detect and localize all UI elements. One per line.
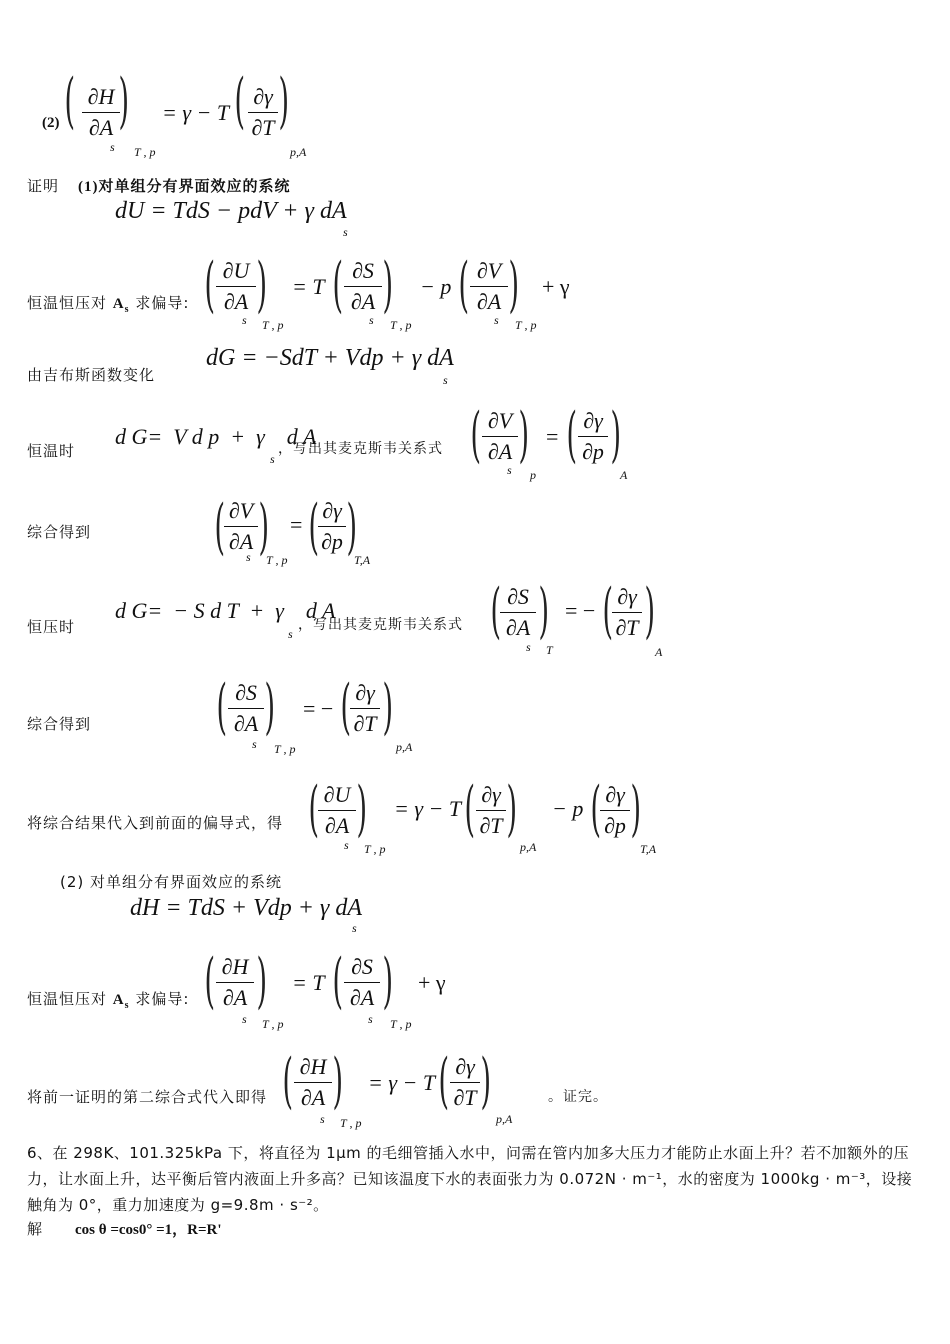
- final-line: 将前一证明的第二综合式代入即得: [27, 1088, 268, 1106]
- rhs-gamma-T: = γ − T: [162, 100, 230, 125]
- const-T-line: 恒温时: [27, 442, 76, 460]
- maxwell-2: ，写出其麦克斯韦关系式: [298, 617, 463, 633]
- item2-label: (2): [42, 115, 60, 131]
- frac-dV-dA-2: ∂V ∂A: [482, 408, 518, 465]
- eq-dG-T: d G= V d p + γ d A: [115, 424, 317, 449]
- frac-dV-dA: ∂V ∂A: [470, 258, 508, 315]
- frac-sub-dg-dT: ∂γ ∂T: [476, 782, 506, 839]
- frac-dg-dT-2: ∂γ ∂T: [612, 584, 642, 641]
- eq-dG-p: d G= − S d T + γ d A: [115, 598, 336, 623]
- const-p-line: 恒压时: [27, 618, 76, 636]
- frac-dg-dT: ∂γ ∂T: [248, 84, 278, 141]
- frac-combine-dg-2: ∂γ ∂T: [350, 680, 380, 737]
- eq-dG: dG = −SdT + Vdp + γ dA: [206, 345, 454, 371]
- frac-sub-dg-dp: ∂γ ∂p: [600, 782, 630, 839]
- frac-combine-dS: ∂S ∂A: [228, 680, 264, 737]
- proof-part1: (1)对单组分有界面效应的系统: [78, 179, 291, 195]
- frac-dH-dA-2: ∂H ∂A: [216, 954, 254, 1011]
- gibbs-line: 由吉布斯函数变化: [27, 366, 156, 384]
- substitute-line: 将综合结果代入到前面的偏导式，得: [27, 814, 284, 832]
- maxwell-1: ，写出其麦克斯韦关系式: [278, 441, 443, 457]
- eq-dU: dU = TdS − pdV + γ dA: [115, 198, 347, 224]
- frac-dS-dA-3: ∂S ∂A: [344, 954, 380, 1011]
- frac-final-dH: ∂H ∂A: [294, 1054, 332, 1111]
- frac-combine-dV: ∂V ∂A: [224, 498, 258, 555]
- frac-dS-dA-2: ∂S ∂A: [500, 584, 536, 641]
- problem-6: 6、在 298K、101.325kPa 下，将直径为 1μm 的毛细管插入水中，问需在管内加多大压力才能防止水面上升？若不加额外的压力，让水面上升，达平衡后管内液面上升多高？已知该温度下水的表面张力为 0.072N · m⁻¹，水的密度为 1000kg · m⁻³，设接触角为 0°，重力加速度为 g=9.8m · s⁻²。: [27, 1144, 913, 1214]
- partial-line-1: 恒温恒压对 $A_s$ 求偏导:: [27, 294, 190, 315]
- eq-dH: dH = TdS + Vdp + γ dA: [130, 895, 363, 921]
- frac-dg-dp: ∂γ ∂p: [578, 408, 608, 465]
- frac-final-dg: ∂γ ∂T: [450, 1054, 480, 1111]
- frac-dU-dA: ∂U ∂A: [216, 258, 256, 315]
- proof-intro: 证明: [27, 177, 60, 195]
- frac-dH-dA: ∂H ∂A: [82, 84, 120, 141]
- combine-1: 综合得到: [27, 523, 92, 541]
- frac-combine-dg: ∂γ ∂p: [318, 498, 346, 555]
- solution-text: cos θ =cos0° =1，R=R': [75, 1222, 222, 1238]
- combine-2: 综合得到: [27, 715, 92, 733]
- partial-line-2: 恒温恒压对 $A_s$ 求偏导:: [27, 990, 190, 1011]
- frac-dS-dA: ∂S ∂A: [344, 258, 382, 315]
- qed: 。证完。: [548, 1089, 608, 1105]
- item2-text: (2) 对单组分有界面效应的系统: [60, 873, 283, 891]
- frac-sub-dU: ∂U ∂A: [318, 782, 356, 839]
- solution-label: 解: [27, 1220, 44, 1238]
